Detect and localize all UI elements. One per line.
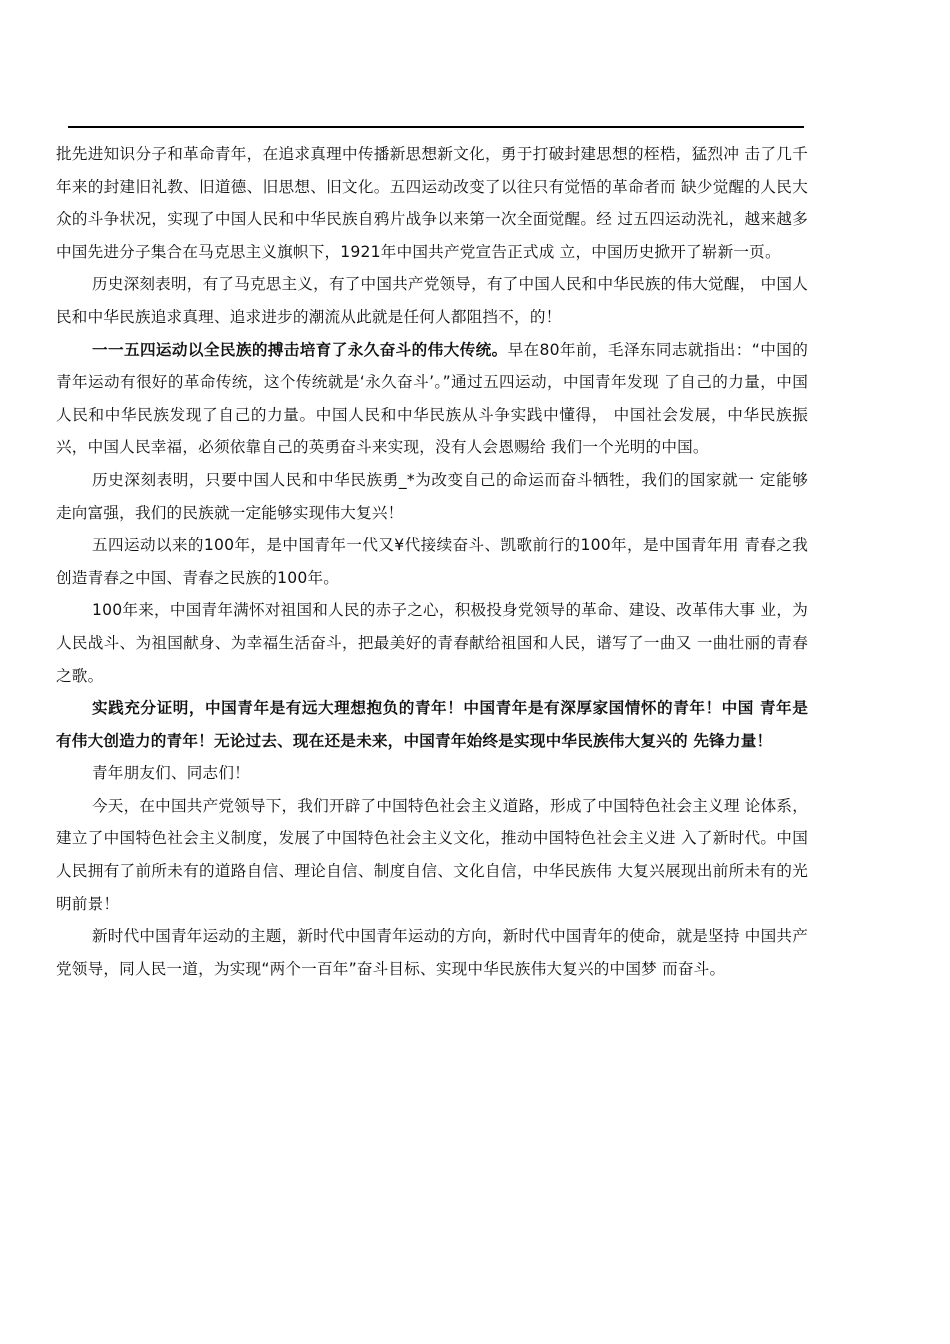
paragraph-continued [56, 138, 808, 268]
document-body [56, 138, 808, 985]
paragraph [56, 594, 808, 692]
paragraph [56, 692, 808, 757]
paragraph [56, 464, 808, 529]
paragraph-text: 批先进知识分子和革命青年，在追求真理中传播新思想新文化，勇于打破封建思想的桎梏，猛烈冲 击了几千年来的封建旧礼教、旧道德、旧思想、旧文化。五四运动改变了以往只有觉悟的革命者而 缺少觉醒的人民大众的斗争状况，实现了中国人民和中华民族自鸦片战争以来第一次全面觉醒。经 过五四运动洗礼，越来越多中国先进分子集合在马克思主义旗帜下，1921年中国共产党宣告正式成 立，中国历史掀开了崭新一页。 [56, 145, 808, 261]
paragraph-text: 青年朋友们、同志们！ [92, 764, 250, 783]
paragraph-bold-text: 实践充分证明，中国青年是有远大理想抱负的青年！中国青年是有深厚家国情怀的青年！中国 青年是有伟大创造力的青年！无论过去、现在还是未来，中国青年始终是实现中华民族伟大复兴的 先锋力量！ [56, 699, 808, 750]
paragraph-text: 五四运动以来的100年，是中国青年一代又¥代接续奋斗、凯歌前行的100年，是中国青年用 青春之我创造青春之中国、青春之民族的100年。 [56, 536, 808, 587]
paragraph-text: 历史深刻表明，只要中国人民和中华民族勇_*为改变自己的命运而奋斗牺牲，我们的国家就一 定能够走向富强，我们的民族就一定能够实现伟大复兴！ [56, 470, 808, 522]
paragraph [56, 757, 808, 790]
paragraph-bold-text: 一一五四运动以全民族的搏击培育了永久奋斗的伟大传统。 [92, 340, 508, 359]
paragraph-text: 100年来，中国青年满怀对祖国和人民的赤子之心，积极投身党领导的革命、建设、改革伟大事 业，为人民战斗、为祖国献身、为幸福生活奋斗，把最美好的青春献给祖国和人民，谱写了一曲又 一曲壮丽的青春之歌。 [56, 601, 808, 685]
paragraph-text: 早在80年前，毛泽东同志就指出：“中国的青年运动有很好的革命传统，这个传统就是‘永久奋斗’。”通过五四运动，中国青年发现 了自己的力量，中国人民和中华民族发现了自己的力量。中国人民和中华民族从斗争实践中懂得， 中国社会发展，中华民族振兴，中国人民幸福，必须依靠自己的英勇奋斗来实现，没有人会恩赐给 我们一个光明的中国。 [56, 340, 809, 457]
header-rule [68, 126, 804, 128]
paragraph-text: 新时代中国青年运动的主题，新时代中国青年运动的方向，新时代中国青年的使命，就是坚持 中国共产党领导，同人民一道，为实现“两个一百年”奋斗目标、实现中华民族伟大复兴的中国梦 而奋斗。 [56, 927, 808, 978]
paragraph [56, 268, 808, 333]
paragraph [56, 529, 808, 594]
paragraph [56, 920, 808, 985]
paragraph-text: 今天，在中国共产党领导下，我们开辟了中国特色社会主义道路，形成了中国特色社会主义理 论体系，建立了中国特色社会主义制度，发展了中国特色社会主义文化，推动中国特色社会主义进 入了新时代。中国人民拥有了前所未有的道路自信、理论自信、制度自信、文化自信，中华民族伟 大复兴展现出前所未有的光明前景！ [56, 796, 808, 913]
paragraph-text: 历史深刻表明，有了马克思主义，有了中国共产党领导，有了中国人民和中华民族的伟大觉醒， 中国人民和中华民族追求真理、追求进步的潮流从此就是任何人都阻挡不，的！ [56, 275, 808, 326]
paragraph [56, 334, 808, 464]
paragraph [56, 790, 808, 920]
